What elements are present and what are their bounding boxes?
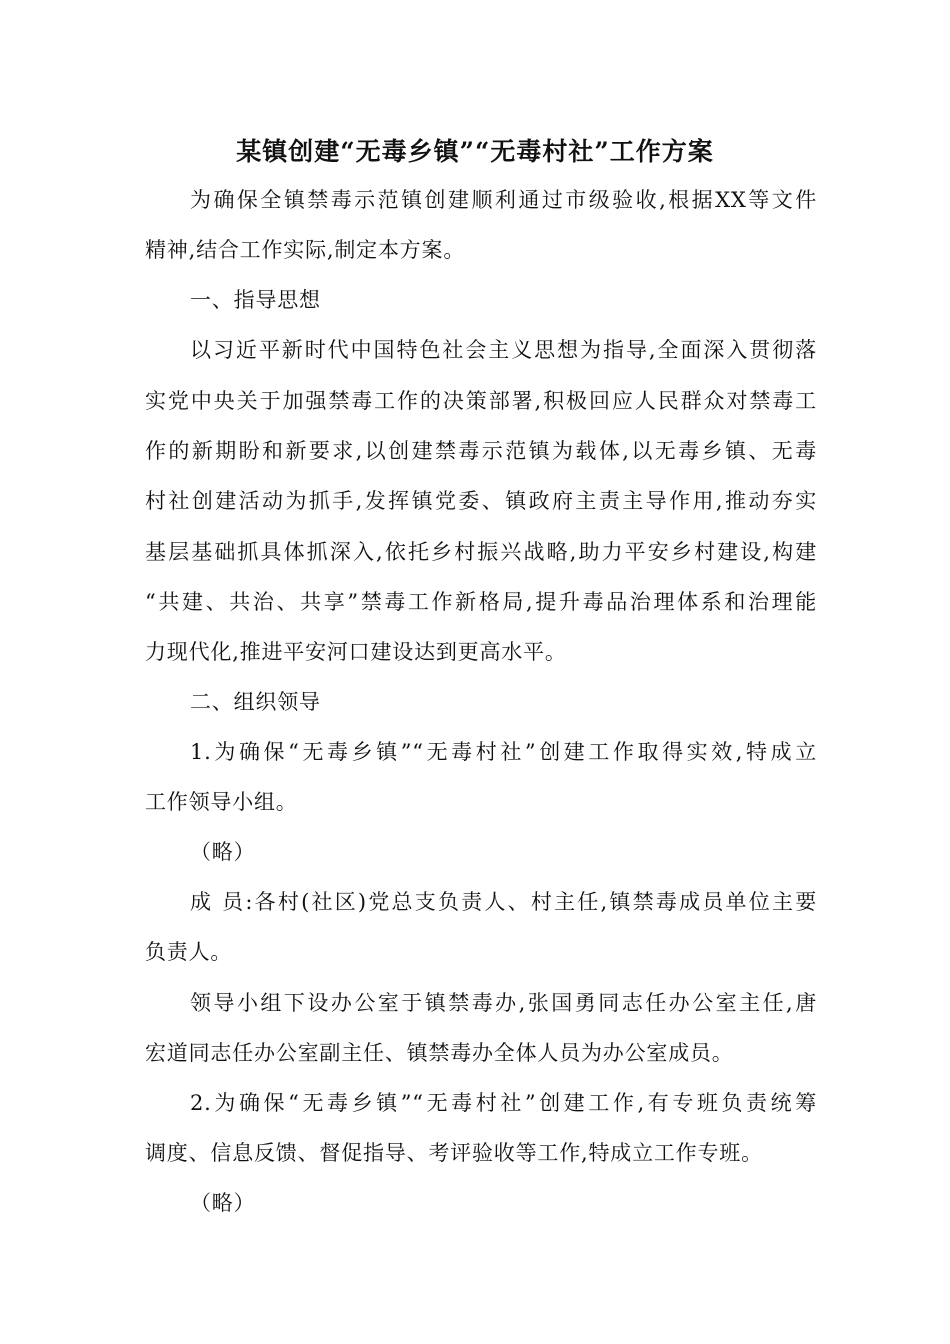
paragraph-line: “共建、共治、共享”禁毒工作新格局,提升毒品治理体系和治理能 bbox=[145, 590, 817, 614]
paragraph-line: 作的新期盼和新要求,以创建禁毒示范镇为载体,以无毒乡镇、无毒 bbox=[145, 439, 817, 463]
omitted-note: （略） bbox=[190, 1191, 256, 1215]
document-title: 某镇创建“无毒乡镇”“无毒村社”工作方案 bbox=[236, 137, 714, 166]
paragraph-line: 调度、信息反馈、督促指导、考评验收等工作,特成立工作专班。 bbox=[145, 1141, 763, 1165]
paragraph-line: 领导小组下设办公室于镇禁毒办,张国勇同志任办公室主任,唐 bbox=[190, 991, 817, 1015]
paragraph-line: 村社创建活动为抓手,发挥镇党委、镇政府主责主导作用,推动夯实 bbox=[145, 489, 817, 513]
paragraph-line: 2.为确保“无毒乡镇”“无毒村社”创建工作,有专班负责统筹 bbox=[190, 1091, 817, 1115]
paragraph-line: 1.为确保“无毒乡镇”“无毒村社”创建工作取得实效,特成立 bbox=[190, 740, 817, 764]
paragraph-line: 基层基础抓具体抓深入,依托乡村振兴战略,助力平安乡村建设,构建 bbox=[145, 540, 817, 564]
paragraph-line: 工作领导小组。 bbox=[145, 790, 298, 814]
section-heading-guiding-ideology: 一、指导思想 bbox=[190, 288, 321, 312]
paragraph-line: 以习近平新时代中国特色社会主义思想为指导,全面深入贯彻落 bbox=[190, 338, 817, 362]
paragraph-line: 宏道同志任办公室副主任、镇禁毒办全体人员为办公室成员。 bbox=[145, 1041, 734, 1065]
omitted-note: （略） bbox=[190, 840, 256, 864]
section-heading-organization: 二、组织领导 bbox=[190, 690, 321, 714]
paragraph-line: 负责人。 bbox=[145, 940, 233, 964]
paragraph-line: 为确保全镇禁毒示范镇创建顺利通过市级验收,根据XX等文件 bbox=[190, 188, 817, 212]
paragraph-line: 精神,结合工作实际,制定本方案。 bbox=[145, 238, 466, 262]
paragraph-line: 成 员:各村(社区)党总支负责人、村主任,镇禁毒成员单位主要 bbox=[190, 890, 817, 914]
paragraph-line: 力现代化,推进平安河口建设达到更高水平。 bbox=[145, 640, 567, 664]
paragraph-line: 实党中央关于加强禁毒工作的决策部署,积极回应人民群众对禁毒工 bbox=[145, 389, 817, 413]
